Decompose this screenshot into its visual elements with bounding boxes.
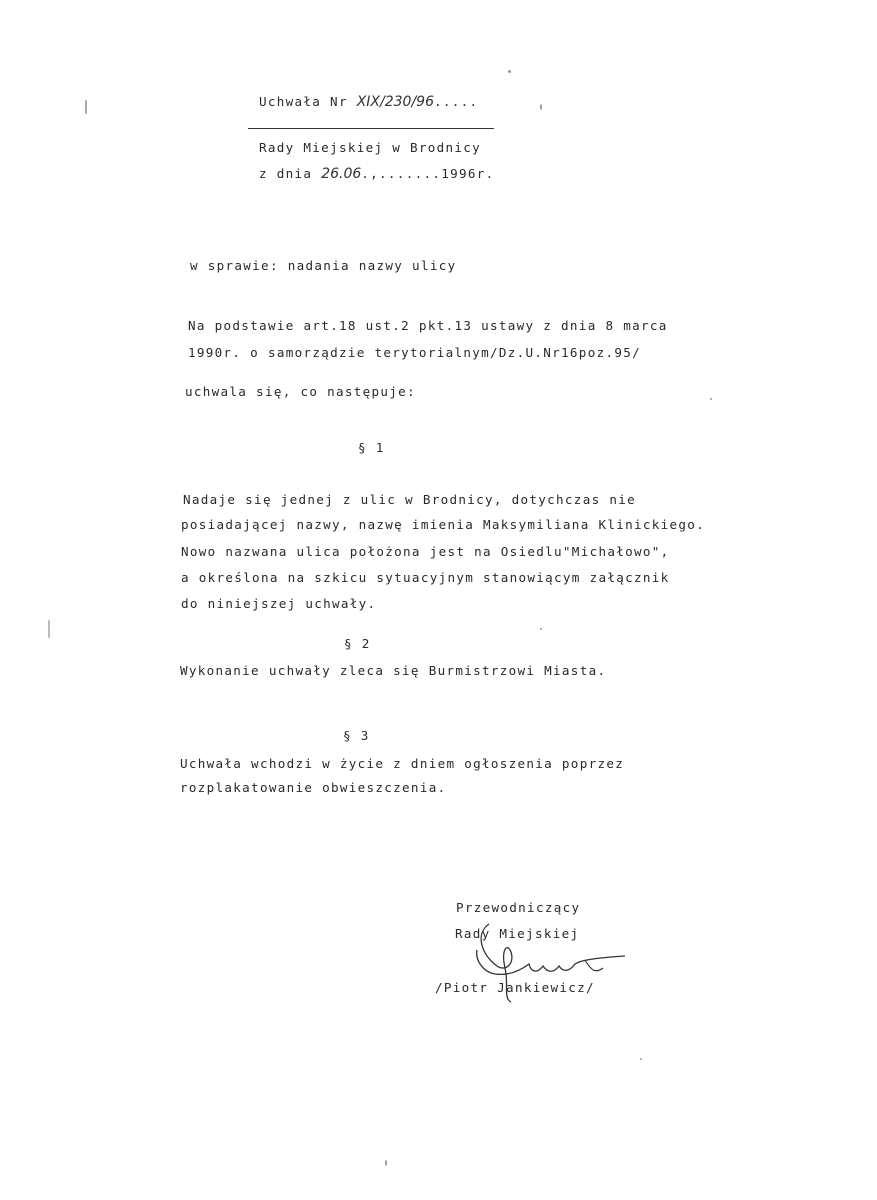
signatory-name: /Piotr Jankiewicz/ — [435, 980, 595, 995]
resolution-date: z dnia 26.06.,.......1996r. — [259, 166, 495, 182]
scan-mark — [710, 398, 712, 400]
section-heading: § 1 — [358, 440, 385, 455]
resolution-title: Uchwała Nr XIX/230/96..... — [259, 94, 479, 110]
header-divider — [248, 128, 494, 129]
section-heading: § 2 — [344, 636, 371, 651]
preamble-line: Na podstawie art.18 ust.2 pkt.13 ustawy z dnia 8 marca — [188, 318, 668, 333]
scan-mark — [85, 100, 87, 114]
section-line: Wykonanie uchwały zleca się Burmistrzowi Miasta. — [180, 663, 607, 678]
section-line: Nowo nazwana ulica położona jest na Osiedlu"Michałowo", — [181, 544, 670, 559]
preamble-line: uchwala się, co następuje: — [185, 384, 416, 399]
section-line: Nadaje się jednej z ulic w Brodnicy, dotychczas nie — [183, 492, 636, 507]
scan-mark — [48, 620, 50, 638]
scan-mark — [540, 628, 542, 630]
section-line: posiadającej nazwy, nazwę imienia Maksymiliana Klinickiego. — [181, 517, 706, 532]
preamble-line: 1990r. o samorządzie terytorialnym/Dz.U.Nr16poz.95/ — [188, 345, 641, 360]
scan-mark — [508, 70, 511, 73]
scan-mark — [540, 104, 542, 110]
subject-line: w sprawie: nadania nazwy ulicy — [190, 258, 457, 273]
section-line: rozplakatowanie obwieszczenia. — [180, 780, 447, 795]
section-line: a określona na szkicu sytuacyjnym stanowiącym załącznik — [181, 570, 670, 585]
signatory-council: Rady Miejskiej — [455, 926, 580, 941]
date-handwritten: 26.06 — [321, 166, 362, 182]
section-line: do niniejszej uchwały. — [181, 596, 377, 611]
scan-mark — [385, 1160, 387, 1166]
resolution-number: XIX/230/96 — [356, 94, 434, 110]
council-name: Rady Miejskiej w Brodnicy — [259, 140, 482, 155]
scan-mark — [640, 1058, 642, 1060]
section-line: Uchwała wchodzi w życie z dniem ogłoszenia poprzez — [180, 756, 625, 771]
section-heading: § 3 — [343, 728, 370, 743]
signatory-title: Przewodniczący — [456, 900, 581, 915]
